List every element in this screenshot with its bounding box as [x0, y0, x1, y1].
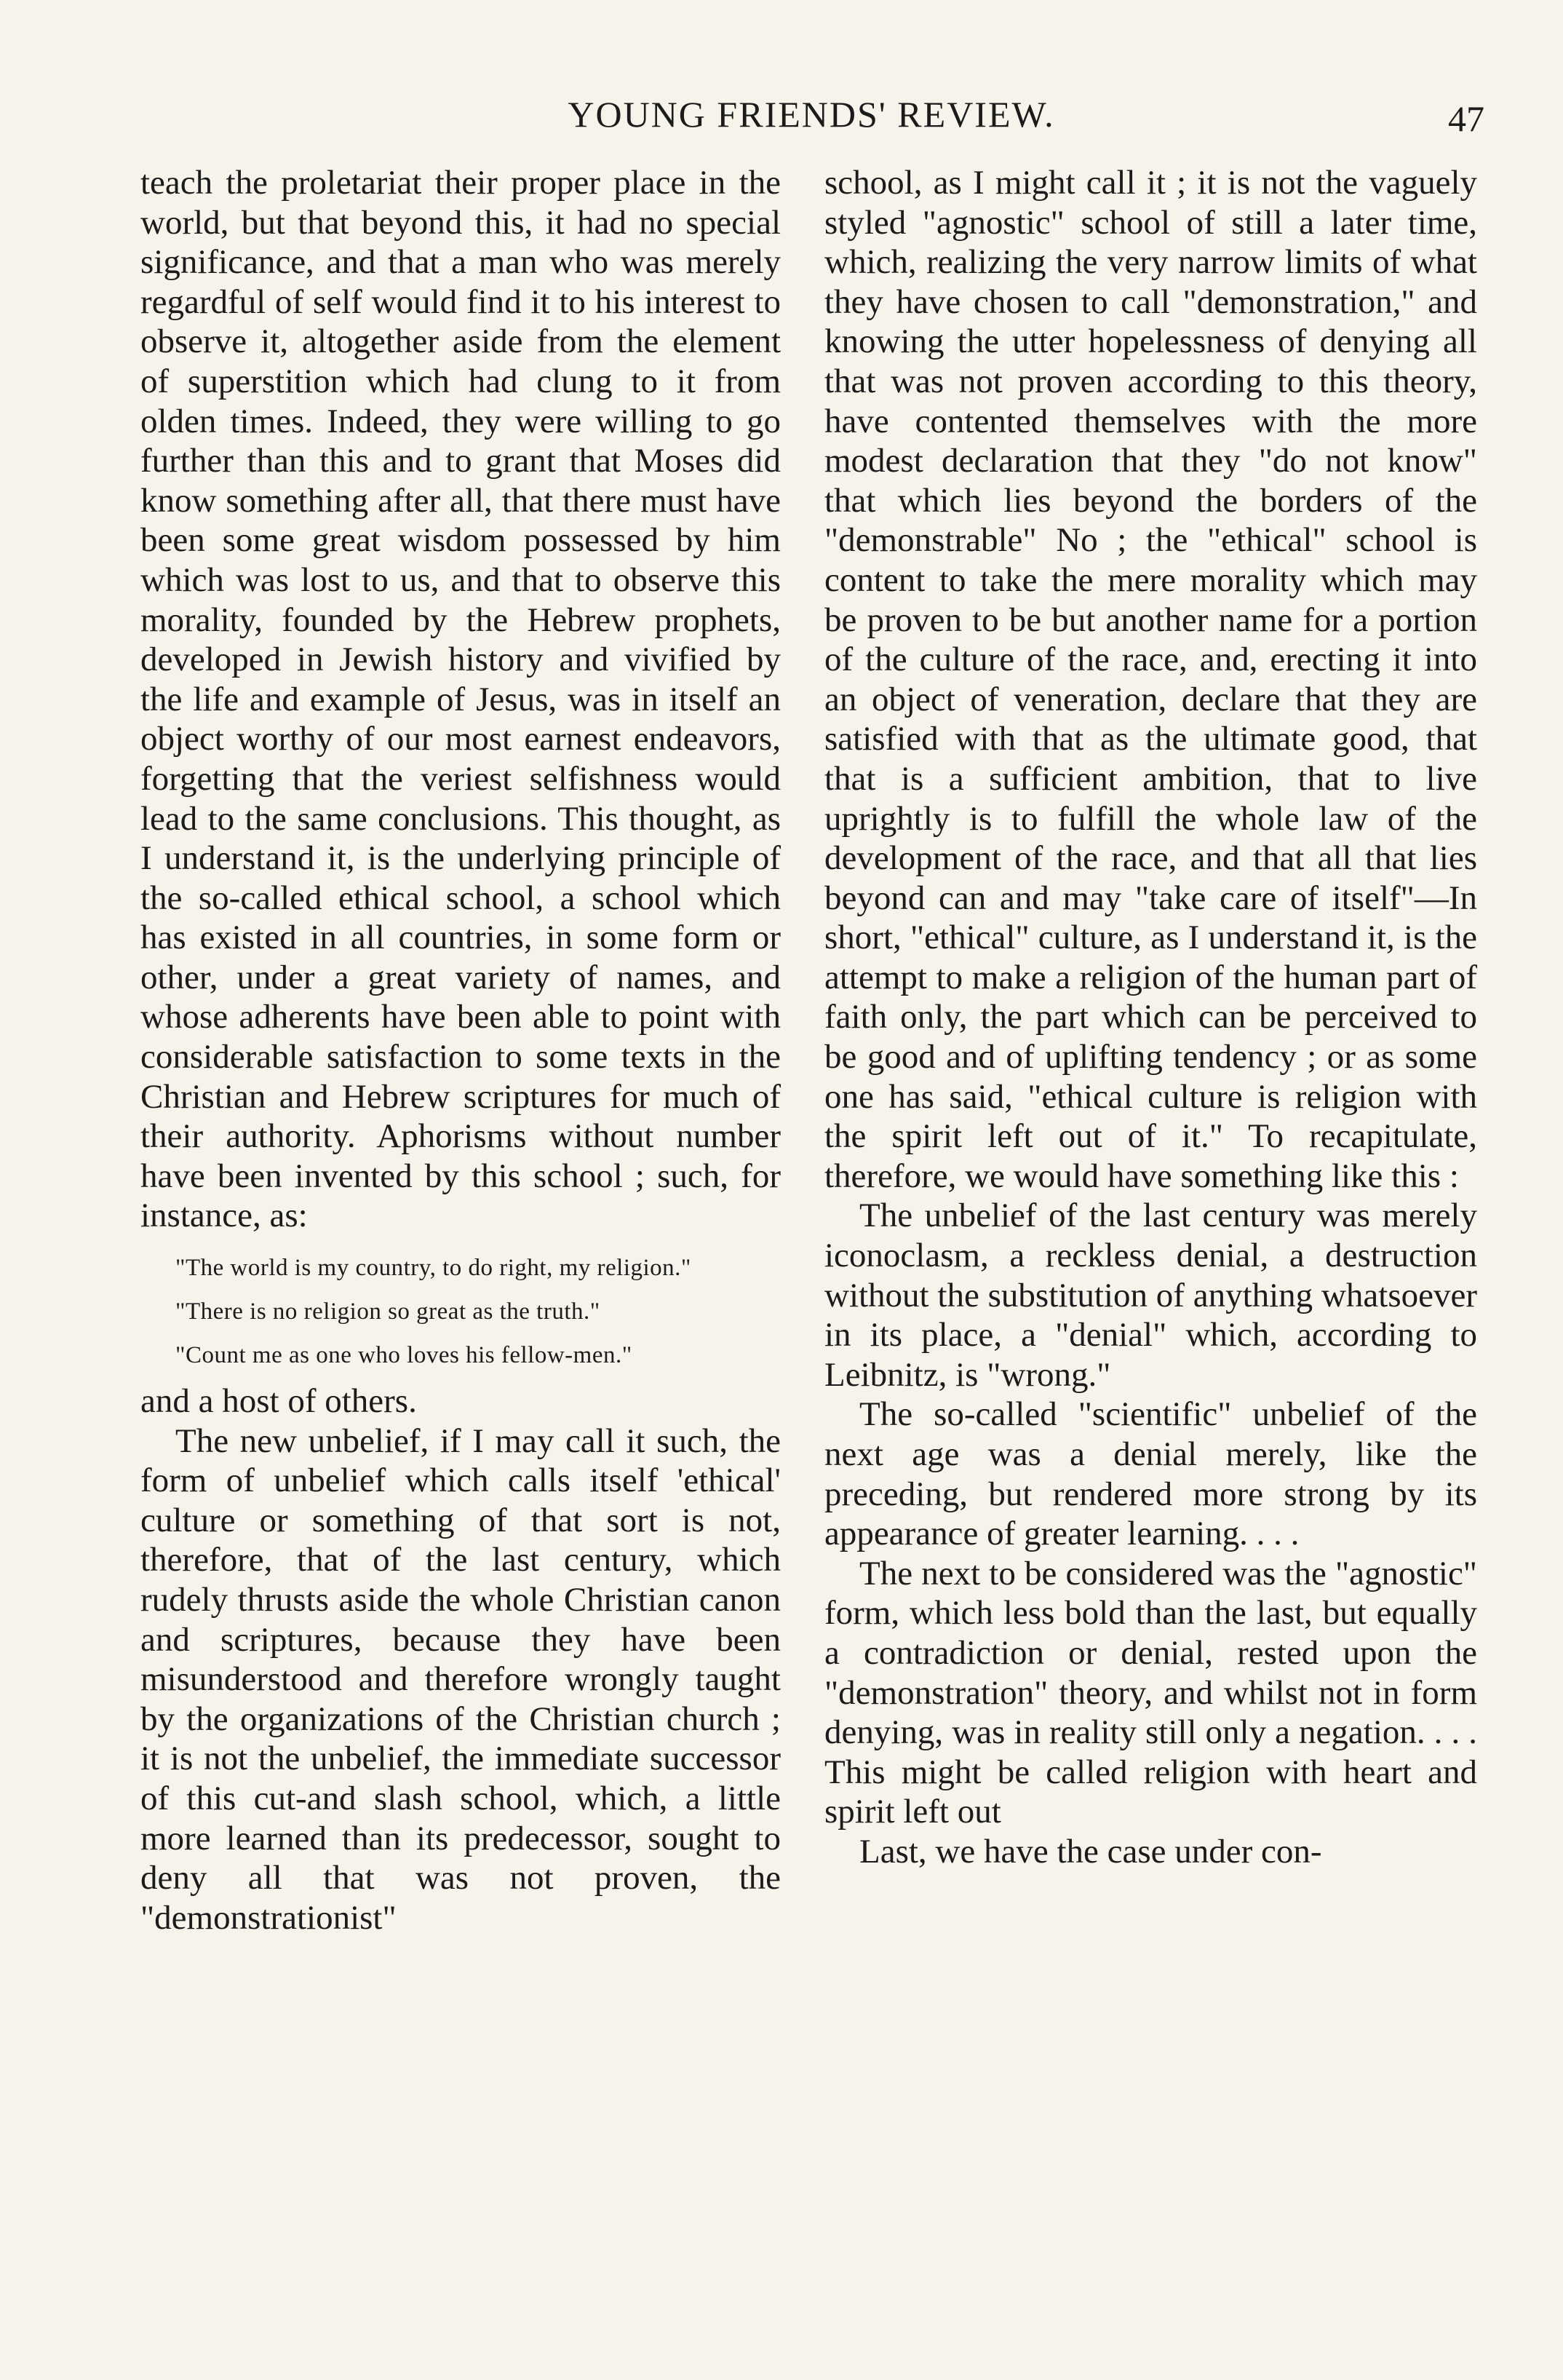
- right-paragraph-4: The next to be considered was the "agnostic" form, which less bold than the last, but equally a contradiction or denial, rested upon the "demonstration" theory, and whilst not in form denying, was in reality still only a negation. . . . This might be called religion with heart and spirit left out: [824, 1554, 1477, 1831]
- page-number: 47: [1448, 98, 1484, 139]
- page-header: [138, 93, 1484, 151]
- right-paragraph-5: Last, we have the case under con-: [859, 1832, 1322, 1871]
- running-title: YOUNG FRIENDS' REVIEW.: [568, 94, 1055, 135]
- aphorism-list: [140, 1252, 781, 1371]
- right-paragraph-1: school, as I might call it ; it is not the vaguely styled "agnostic" school of still a later time, which, realizing the very narrow limits of what they have chosen to call "demonstration," and knowing the utter hopelessness of denying all that was not proven according to this theory, have contented themselves with the more modest declaration that they "do not know" that which lies beyond the borders of the "demonstrable" No ; the "ethical" school is content to take the mere morality which may be proven to be but another name for a portion of the culture of the race, and, erecting it into an object of veneration, declare that they are satisfied with that as the ultimate good, that that is a sufficient ambition, that to live uprightly is to fulfill the whole law of the development of the race, and that all that lies beyond can and may "take care of itself"—In short, "ethical" culture, as I understand it, is the attempt to make a religion of the human part of faith only, the part which can be perceived to be good and of uplifting tendency ; or as some one has said, "ethical culture is religion with the spirit left out of it." To recapitulate, therefore, we would have something like this :: [824, 164, 1477, 1195]
- left-paragraph-1: teach the proletariat their proper place in the world, but that beyond this, it had no special significance, and that a man who was merely regardful of self would find it to his interest to observe it, altogether aside from the element of superstition which had clung to it from olden times. Indeed, they were willing to go further than this and to grant that Moses did know something after all, that there must have been some great wisdom possessed by him which was lost to us, and that to observe this morality, founded by the Hebrew prophets, developed in Jewish history and vivified by the life and example of Jesus, was in itself an object worthy of our most earnest endeavors, forgetting that the veriest selfishness would lead to the same conclusions. This thought, as I understand it, is the underlying principle of the so-called ethical school, a school which has existed in all countries, in some form or other, under a great variety of names, and whose adherents have been able to point with considerable satisfaction to some texts in the Christian and Hebrew scriptures for much of their authority. Aphorisms without number have been invented by this school ; such, for instance, as:: [140, 164, 781, 1235]
- left-paragraph-3: The new unbelief, if I may call it such, the form of unbelief which calls itself 'ethical' culture or something of that sort is not, therefore, that of the last century, which rudely thrusts aside the whole Christian canon and scriptures, because they have been misunderstood and therefore wrongly taught by the organizations of the Christian church ; it is not the unbelief, the immediate successor of this cut-and slash school, which, a little more learned than its predecessor, sought to deny all that was not proven, the "demonstrationist": [140, 1421, 781, 1937]
- aphorism-quote-1: "The world is my country, to do right, my religion.": [175, 1255, 691, 1282]
- left-paragraph-2: and a host of others.: [140, 1382, 417, 1421]
- aphorism-quote-2: "There is no religion so great as the truth.": [175, 1298, 600, 1325]
- aphorism-quote-3: "Count me as one who loves his fellow-men.": [175, 1342, 632, 1369]
- right-paragraph-2: The unbelief of the last century was merely iconoclasm, a reckless denial, a destruction without the substitution of anything whatsoever in its place, a "denial" which, according to Leibnitz, is "wrong.": [824, 1197, 1477, 1394]
- left-column: [140, 163, 781, 1937]
- right-paragraph-3: The so-called "scientific" unbelief of the next age was a denial merely, like the preceding, but rendered more strong by its appearance of greater learning. . . .: [824, 1395, 1477, 1553]
- right-column: [824, 163, 1477, 1872]
